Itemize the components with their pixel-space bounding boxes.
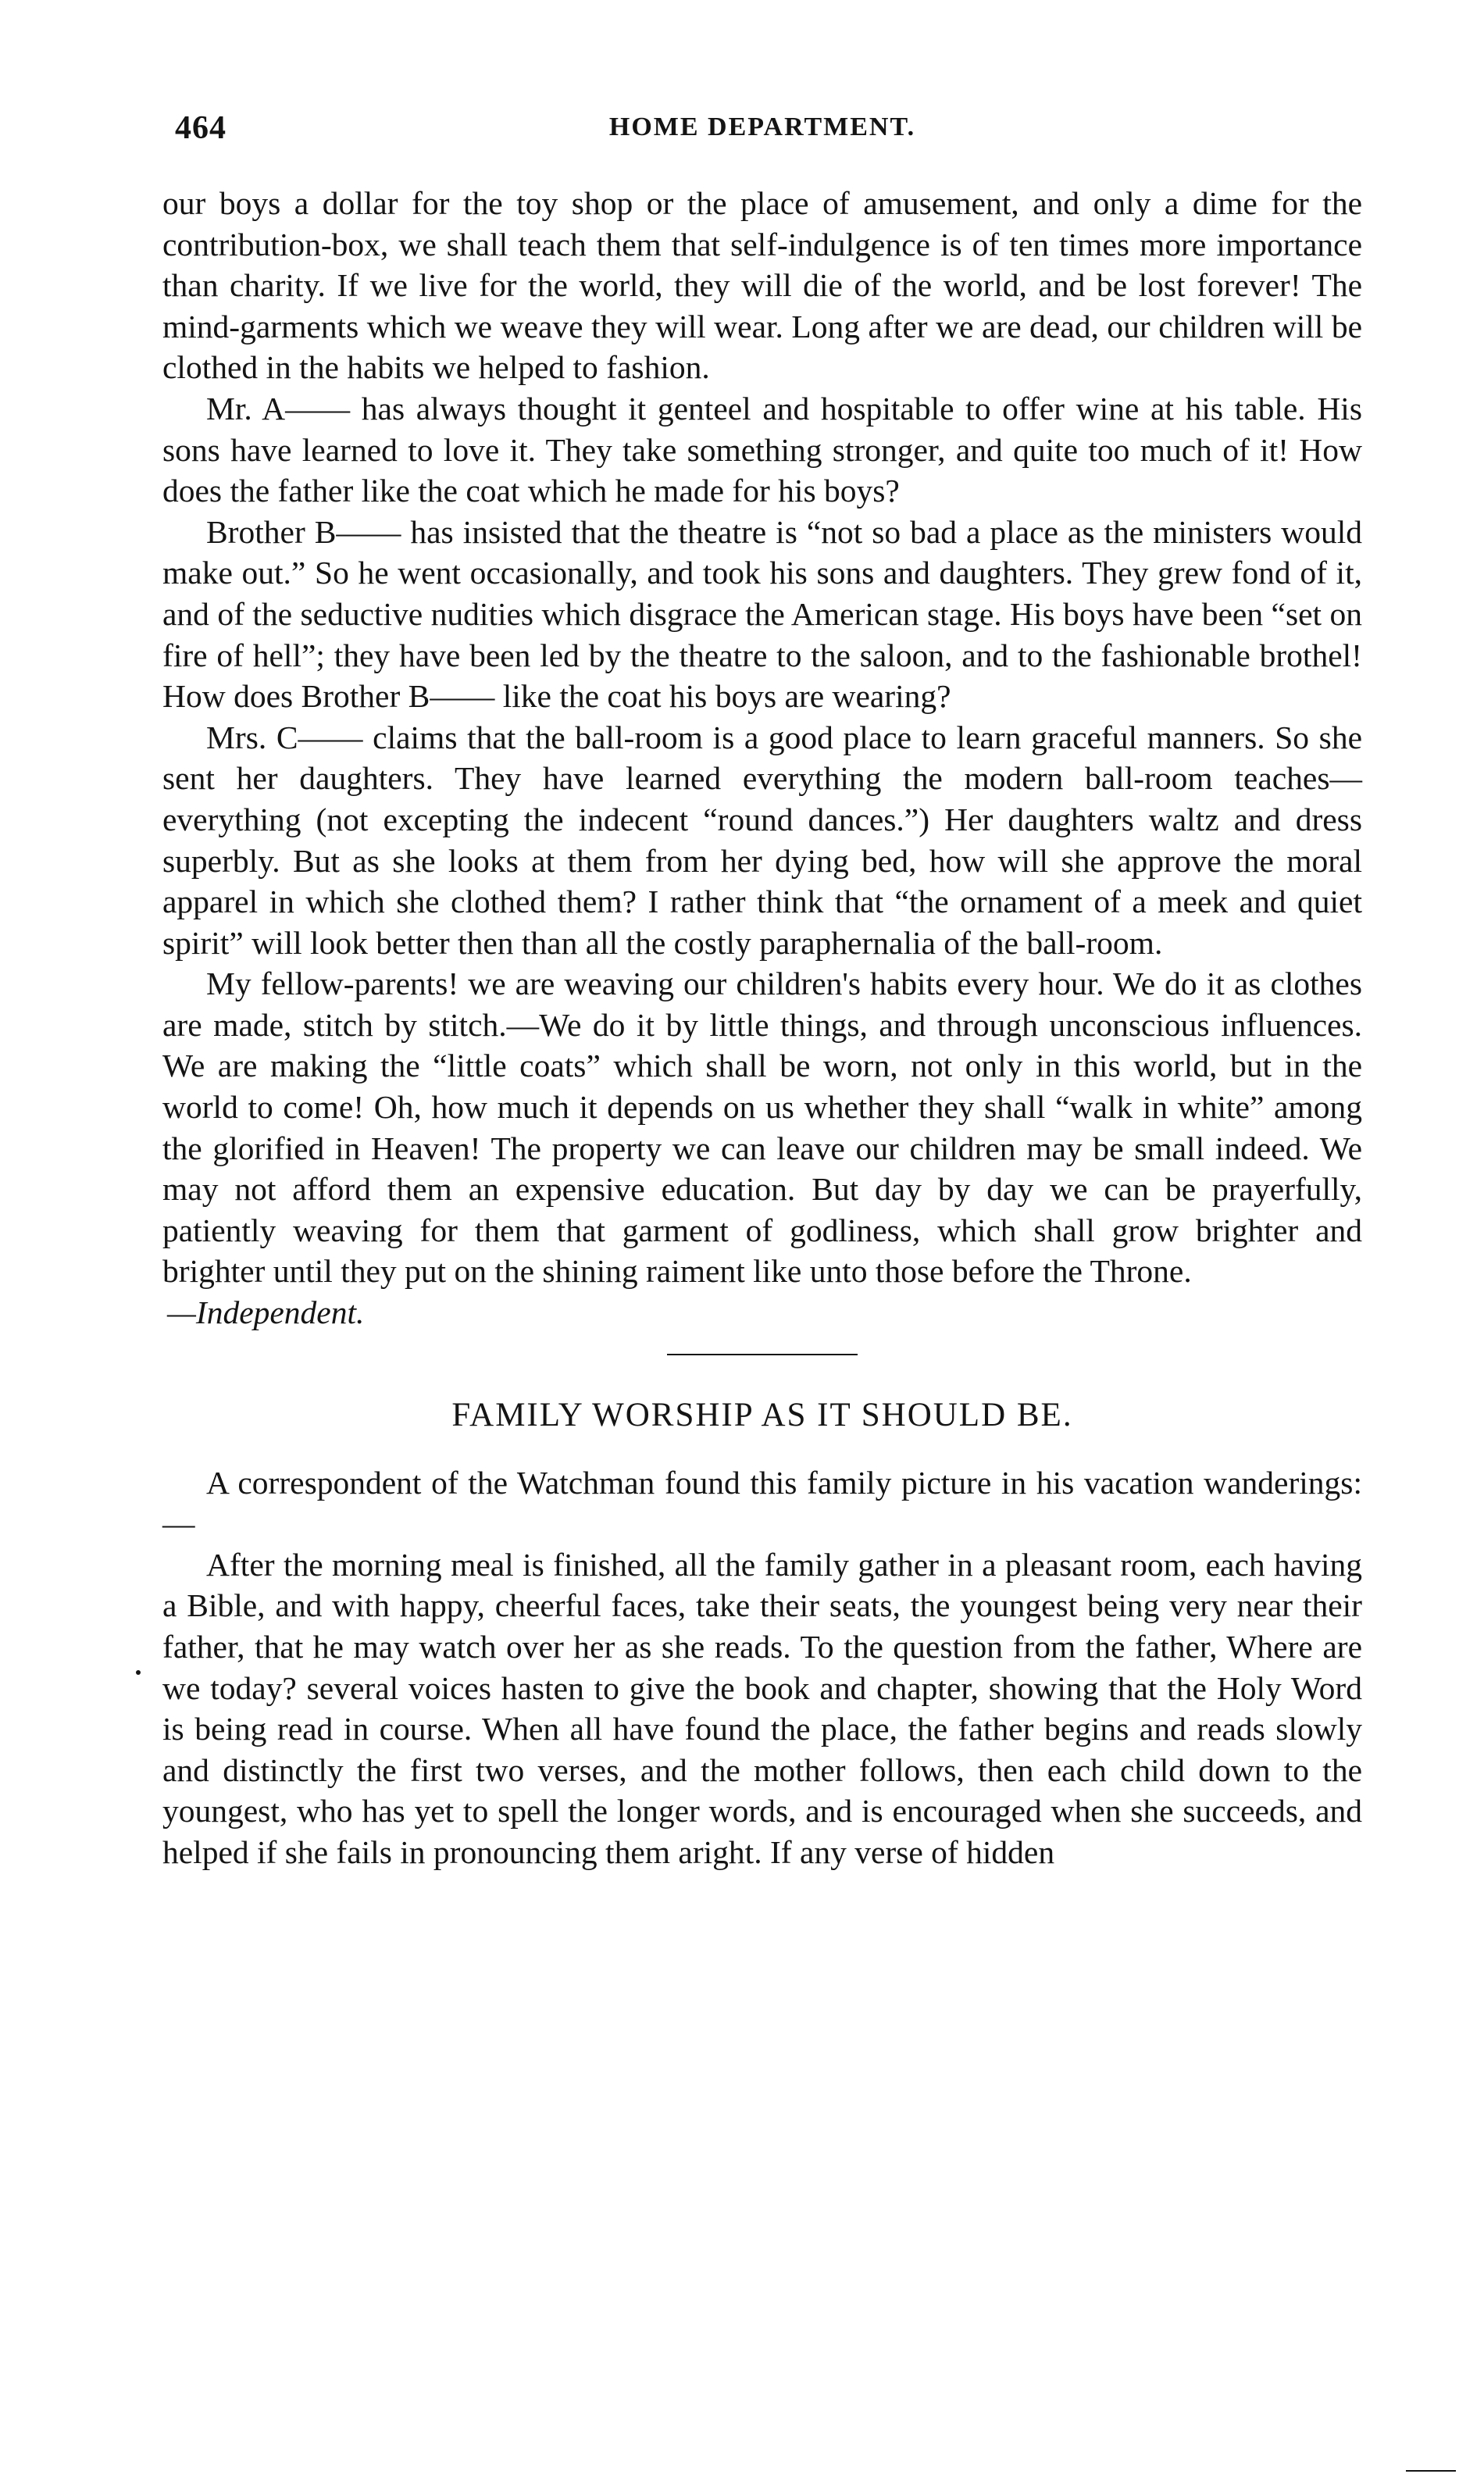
page — [162, 109, 1362, 1873]
paragraph-mr-a: Mr. A—— has always thought it genteel and hospitable to offer wine at his table. His sons have learned to love it. They take something stronger, and quite too much of it! How does the father like the coat which he made for his boys? — [162, 390, 1362, 509]
article-title: FAMILY WORSHIP AS IT SHOULD BE. — [451, 1396, 1073, 1433]
paragraph-correspondent: A correspondent of the Watchman found this family picture in his vacation wanderings:— — [162, 1464, 1362, 1542]
article-family-worship — [162, 1396, 1362, 1873]
paragraph-mrs-c: Mrs. C—— claims that the ball-room is a good place to learn graceful manners. So she sent her daughters. They have learned everything the modern ball-room teaches—everything (not excepting the indecent “round dances.”) Her daughters waltz and dress superbly. But as she looks at them from her dying bed, how will she approve the moral apparel in which she clothed them? I rather think that “the ornament of a meek and quiet spirit” will look better then than all the costly paraphernalia of the ball-room. — [162, 719, 1362, 961]
page-number: 464 — [175, 110, 227, 146]
section-heading: HOME DEPARTMENT. — [608, 112, 916, 141]
article-continued — [162, 183, 1362, 1333]
paragraph-continued: our boys a dollar for the toy shop or the place of amusement, and only a dime for the contribution-box, we shall teach them that self-indulgence is of ten times more importance than charity. If we live for the world, they will die of the world, and be lost forever! The mind-garments which we weave they will wear. Long after we are dead, our children will be clothed in the habits we helped to fashion. — [162, 185, 1362, 386]
margin-dot — [136, 1670, 141, 1675]
running-head — [162, 109, 1362, 156]
paragraph-morning-meal: After the morning meal is finished, all the family gather in a pleasant room, each having a Bible, and with happy, cheerful faces, take their seats, the youngest being very near their father, that he may watch over her as she reads. To the question from the father, Where are we today? several voices hasten to give the book and chapter, showing that the Holy Word is being read in course. When all have found the place, the father begins and reads slowly and distinctly the first two verses, and the mother follows, then each child down to the youngest, who has yet to spell the longer words, and is encouraged when she succeeds, and helped if she fails in pronouncing them aright. If any verse of hidden — [162, 1546, 1362, 1870]
section-divider — [667, 1354, 858, 1355]
paragraph-brother-b: Brother B—— has insisted that the theatre is “not so bad a place as the ministers would make out.” So he went occasionally, and took his sons and daughters. They grew fond of it, and of the seductive nudities which disgrace the American stage. His boys have been “set on fire of hell”; they have been led by the theatre to the saloon, and to the fashionable brothel! How does Brother B—— like the coat his boys are wearing? — [162, 513, 1362, 715]
corner-mark — [1406, 2470, 1456, 2472]
paragraph-fellow-parents: My fellow-parents! we are weaving our children's habits every hour. We do it as clothes are made, stitch by stitch.—We do it by little things, and through unconscious influences. We are making the “little coats” which shall be worn, not only in this world, but in the world to come! Oh, how much it depends on us whether they shall “walk in white” among the glorified in Heaven! The property we can leave our children may be small indeed. We may not afford them an expensive education. But day by day we can be prayerfully, patiently weaving for them that garment of godliness, which shall grow brighter and brighter until they put on the shining raiment like unto those before the Throne. — [162, 966, 1362, 1290]
source-signature: —Independent. — [167, 1294, 365, 1331]
